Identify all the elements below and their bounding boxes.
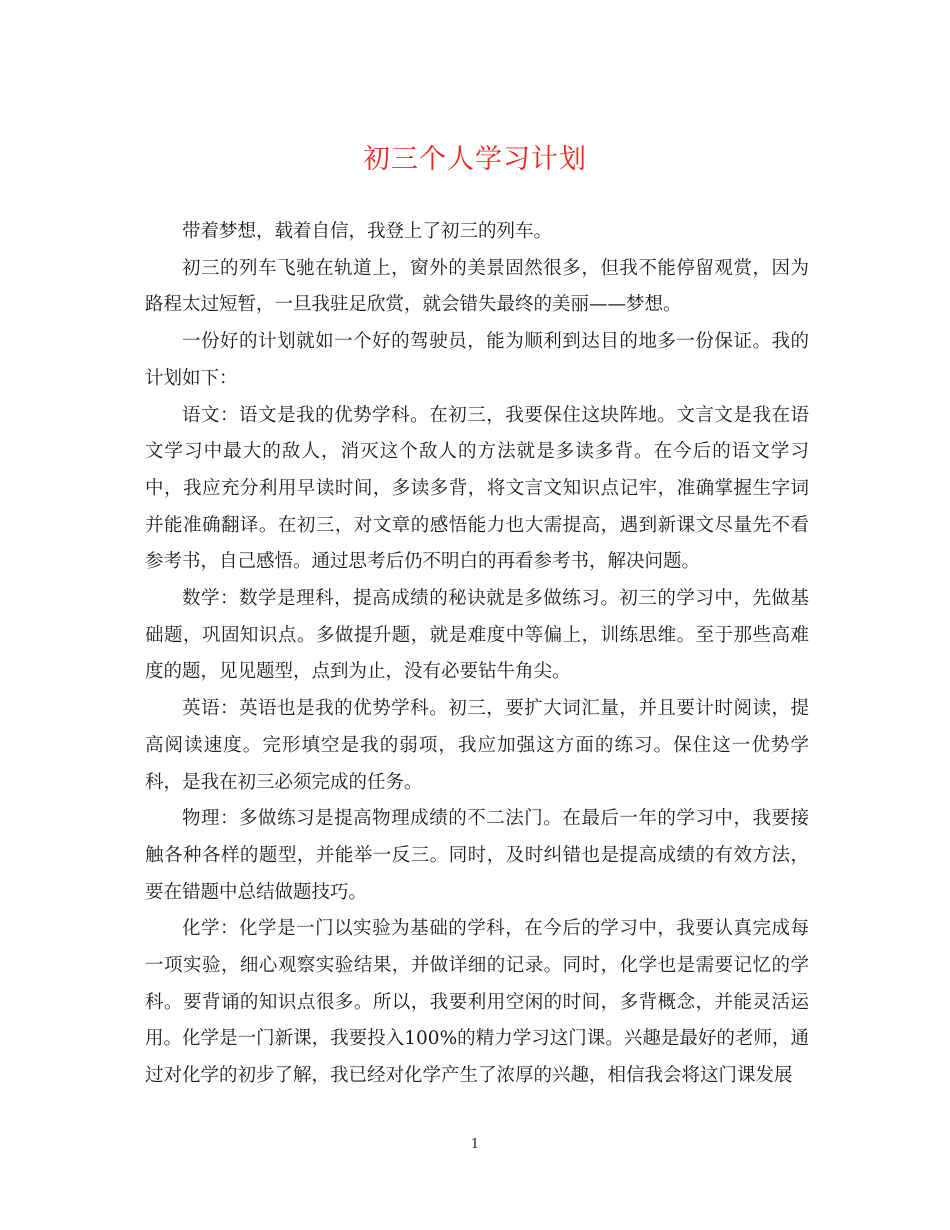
paragraph-english: 英语：英语也是我的优势学科。初三，要扩大词汇量，并且要计时阅读，提高阅读速度。完形填空是我的弱项，我应加强这方面的练习。保住这一优势学科，是我在初三必须完成的任务。 xyxy=(145,698,809,793)
paragraph-plan-intro: 一份好的计划就如一个好的驾驶员，能为顺利到达目的地多一份保证。我的计划如下： xyxy=(145,331,809,389)
document-title: 初三个人学习计划 xyxy=(363,144,587,175)
page-number: 1 xyxy=(470,1137,480,1152)
paragraph-intro: 带着梦想，载着自信，我登上了初三的列车。 xyxy=(182,221,553,242)
document-body xyxy=(145,214,809,1095)
paragraph-chemistry: 化学：化学是一门以实验为基础的学科，在今后的学习中，我要认真完成每一项实验，细心观察实验结果，并做详细的记录。同时，化学也是需要记忆的学科。要背诵的知识点很多。所以，我要利用空闲的时间，多背概念，并能灵活运用。化学是一门新课，我要投入100%的精力学习这门课。兴趣是最好的老师，通过对化学的初步了解，我已经对化学产生了浓厚的兴趣，相信我会将这门课发展 xyxy=(145,918,809,1087)
paragraph-train: 初三的列车飞驰在轨道上，窗外的美景固然很多，但我不能停留观赏，因为路程太过短暂，一旦我驻足欣赏，就会错失最终的美丽——梦想。 xyxy=(145,257,809,316)
paragraph-chinese: 语文：语文是我的优势学科。在初三，我要保住这块阵地。文言文是我在语文学习中最大的敌人，消灭这个敌人的方法就是多读多背。在今后的语文学习中，我应充分利用早读时间，多读多背，将文言文知识点记牢，准确掌握生字词并能准确翻译。在初三，对文章的感悟能力也大需提高，遇到新课文尽量先不看参考书，自己感悟。通过思考后仍不明白的再看参考书，解决问题。 xyxy=(145,404,809,573)
paragraph-math: 数学：数学是理科，提高成绩的秘诀就是多做练习。初三的学习中，先做基础题，巩固知识点。多做提升题，就是难度中等偏上，训练思维。至于那些高难度的题，见见题型，点到为止，没有必要钻牛角尖。 xyxy=(145,588,809,683)
paragraph-physics: 物理：多做练习是提高物理成绩的不二法门。在最后一年的学习中，我要接触各种各样的题型，并能举一反三。同时，及时纠错也是提高成绩的有效方法，要在错题中总结做题技巧。 xyxy=(145,808,809,903)
